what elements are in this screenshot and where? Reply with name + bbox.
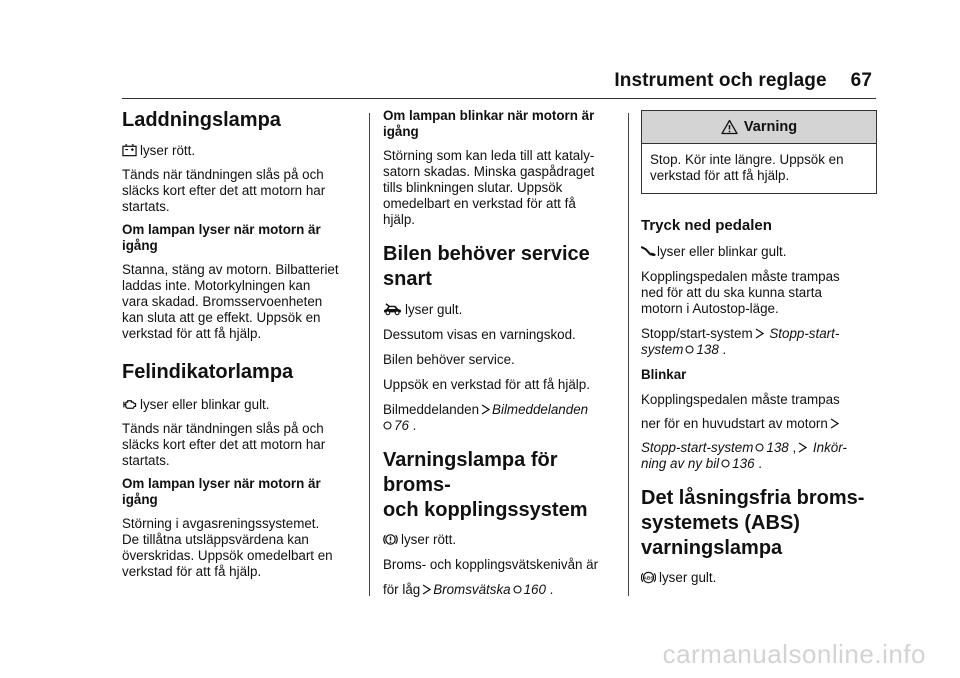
service-car-icon: [383, 302, 402, 317]
reference-arrow-icon: [798, 442, 807, 453]
reference-arrow-icon: [481, 404, 490, 415]
section-title-brake-warning: Varningslampa för broms- och kopplingssystem: [383, 449, 588, 521]
abs-icon: [641, 570, 656, 585]
page-ref-icon: [755, 442, 764, 453]
paragraph: Bilen behöver service.: [383, 352, 515, 367]
warning-box: [641, 110, 877, 194]
reference-arrow-icon: [830, 418, 839, 429]
paragraph: Dessutom visas en varningskod.: [383, 327, 576, 342]
column-divider: [369, 113, 370, 596]
status-line: lyser gult.: [383, 302, 619, 318]
paragraph: Stopp-start-system 138 , Inkör- ning av ny bil 136 .: [641, 440, 847, 471]
page-ref-icon: [685, 344, 694, 355]
paragraph: Bilmeddelanden Bilmeddelanden 76 .: [383, 402, 589, 433]
paragraph: Störning som kan leda till att kataly- satorn skadas. Minska gaspådraget tills blinkningen slutar. Uppsök omedelbart en verkstad för att få hjälp.: [383, 148, 595, 227]
paragraph: Tänds när tändningen slås på och släcks kort efter det att motorn har startats.: [122, 167, 326, 214]
paragraph: Kopplingspedalen måste trampas: [641, 392, 840, 407]
column-2: [383, 106, 619, 598]
paragraph: Stopp/start-system Stopp-start- system 138 .: [641, 326, 840, 357]
page-header: [614, 70, 872, 92]
paragraph: Störning i avgasreningssystemet. De tillåtna utsläppsvärdena kan överskridas. Uppsök omedelbart en verkstad för att få hjälp.: [122, 516, 333, 579]
column-divider: [628, 113, 629, 596]
page-ref-icon: [721, 458, 730, 469]
reference-arrow-icon: [755, 328, 764, 339]
section-title-laddningslampa: Laddningslampa: [122, 109, 281, 131]
warning-label: Varning: [743, 119, 798, 135]
cross-reference-link[interactable]: Inkör-: [812, 440, 847, 455]
column-1: [122, 106, 358, 580]
brake-warning-icon: [383, 532, 398, 547]
reference-arrow-icon: [422, 584, 431, 595]
page-reference[interactable]: 136: [732, 456, 755, 471]
page-reference[interactable]: 138: [766, 440, 789, 455]
status-line: lyser eller blinkar gult.: [641, 244, 877, 260]
subheading: Om lampan blinkar när motorn är igång: [383, 108, 595, 139]
cross-reference-link[interactable]: system: [641, 342, 684, 357]
page-number: 67: [850, 70, 872, 91]
status-line: lyser rött.: [383, 532, 619, 548]
cross-reference-link[interactable]: Stopp-start-: [769, 326, 840, 341]
page-ref-icon: [513, 584, 522, 595]
paragraph: Stanna, stäng av motorn. Bilbatteriet laddas inte. Motorkylningen kan vara skadad. Bromsservoenheten kan sluta att ge effekt. Uppsök en verkstad för att få hjälp.: [122, 262, 339, 341]
warning-body: Stop. Kör inte längre. Uppsök en verkstad för att få hjälp.: [650, 152, 844, 183]
page-reference[interactable]: 160: [523, 582, 546, 597]
battery-icon: [122, 143, 137, 158]
page-reference[interactable]: 76: [394, 418, 409, 433]
section-title-abs: Det låsningsfria broms- systemets (ABS) varningslampa: [641, 487, 865, 559]
paragraph: Kopplingspedalen måste trampas ned för att du ska kunna starta motorn i Autostop-läge.: [641, 269, 840, 316]
warning-triangle-icon: [721, 119, 738, 135]
svg-text:ABS: ABS: [643, 576, 654, 582]
page-reference[interactable]: 138: [696, 342, 719, 357]
paragraph: för låg Bromsvätska 160 .: [383, 582, 554, 597]
cross-reference-link[interactable]: Stopp-start-system: [641, 440, 754, 455]
status-line: lyser rött.: [122, 143, 358, 159]
warning-header: [642, 111, 876, 144]
section-title-felindikatorlampa: Felindikatorlampa: [122, 361, 294, 383]
page-title: Instrument och reglage: [614, 70, 827, 91]
subheading: Blinkar: [641, 367, 687, 382]
pedal-icon: [641, 244, 656, 259]
paragraph: ner för en huvudstart av motorn: [641, 416, 877, 432]
section-title-pedal: Tryck ned pedalen: [641, 217, 772, 234]
watermark: carmanualsonline.info: [662, 639, 926, 669]
paragraph: Broms- och kopplingsvätskenivån är: [383, 557, 599, 572]
subheading: Om lampan lyser när motorn är igång: [122, 476, 321, 507]
engine-icon: [122, 397, 137, 412]
cross-reference-link[interactable]: Bilmeddelanden: [492, 402, 589, 417]
cross-reference-link[interactable]: Bromsvätska: [433, 582, 511, 597]
status-line: lyser eller blinkar gult.: [122, 397, 358, 413]
paragraph: Uppsök en verkstad för att få hjälp.: [383, 377, 590, 392]
subheading: Om lampan lyser när motorn är igång: [122, 222, 321, 253]
header-rule: [122, 98, 876, 99]
paragraph: Tänds när tändningen slås på och släcks kort efter det att motorn har startats.: [122, 421, 326, 468]
page-ref-icon: [383, 420, 392, 431]
cross-reference-link[interactable]: ning av ny bil: [641, 456, 720, 471]
section-title-service: Bilen behöver service snart: [383, 243, 590, 290]
status-line: ABS lyser gult.: [641, 570, 877, 586]
column-3: [641, 106, 877, 586]
